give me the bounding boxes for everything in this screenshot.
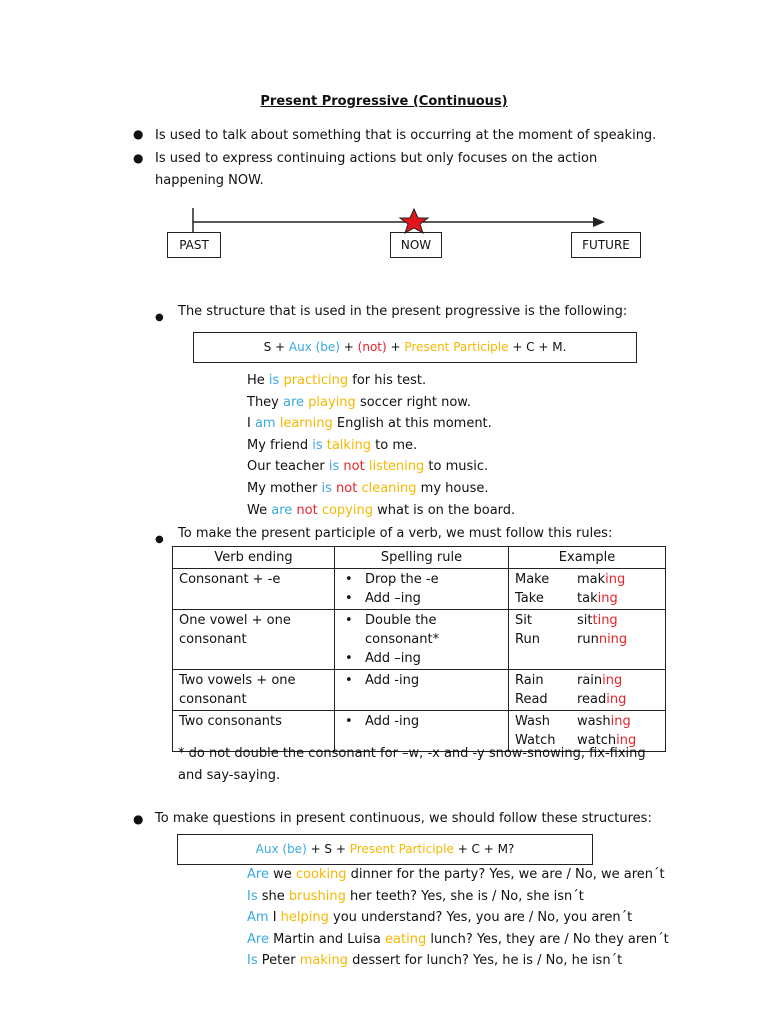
page-title: Present Progressive (Continuous): [260, 94, 508, 109]
example-sentence: We are not copying what is on the board.: [247, 502, 516, 518]
formula-aux: Aux (be): [288, 340, 340, 354]
spelling-rule-cell: • Double the consonant* • Add –ing: [335, 610, 509, 670]
example-cell: Sit sit ting Run run ning: [509, 610, 666, 670]
example-sentence: He is practicing for his test.: [247, 373, 427, 388]
table-header: Example: [509, 547, 666, 569]
footnote: * do not double the consonant for –w, -x and -y snow-snowing, fix-fixing and say-saying.: [178, 746, 646, 783]
table-row: [173, 569, 666, 610]
timeline-past-label: PAST: [167, 232, 221, 258]
example-sentence: My friend is talking to me.: [247, 437, 418, 453]
verb-ending-cell: Two consonants: [173, 711, 335, 752]
verb-ending-cell: Two vowels + one consonant: [173, 670, 335, 711]
formula-aux: Aux (be): [255, 842, 307, 856]
intro-bullet-2: Is used to express continuing actions but only focuses on the action happening NOW.: [155, 151, 598, 188]
bullet-dot: ●: [133, 151, 144, 165]
formula-participle: Present Participle: [404, 340, 509, 354]
example-sentence: I am learning English at this moment.: [247, 416, 492, 432]
bullet-dot: ●: [155, 312, 164, 323]
formula-subject: S +: [263, 340, 289, 354]
formula-participle: Present Participle: [349, 842, 454, 856]
table-header: Spelling rule: [335, 547, 509, 569]
bullet-dot: ●: [133, 812, 144, 826]
timeline-now-label: NOW: [390, 232, 442, 258]
example-sentences: [247, 370, 515, 521]
example-cell: Rain rain ing Read read ing: [509, 670, 666, 711]
table-header-row: [173, 547, 666, 569]
example-sentence: My mother is not cleaning my house.: [247, 480, 489, 496]
table-row: [173, 610, 666, 670]
spelling-rule-cell: • Drop the -e • Add –ing: [335, 569, 509, 610]
question-sentence: Are we cooking dinner for the party? Yes, we are / No, we aren´t: [247, 867, 665, 882]
structure-intro: The structure that is used in the present progressive is the following:: [178, 304, 628, 319]
timeline-arrow: [185, 202, 610, 234]
spelling-rule-cell: • Add -ing: [335, 670, 509, 711]
participle-intro: To make the present participle of a verb, we must follow this rules:: [178, 526, 613, 541]
bullet-dot: ●: [155, 534, 164, 545]
formula-not: (not): [357, 340, 387, 354]
question-sentence: Is she brushing her teeth? Yes, she is / No, she isn´t: [247, 888, 584, 904]
question-sentence: Is Peter making dessert for lunch? Yes, he is / No, he isn´t: [247, 953, 623, 969]
example-sentence: Our teacher is not listening to music.: [247, 459, 489, 475]
question-sentence: Am I helping you understand? Yes, you are / No, you aren´t: [247, 910, 633, 926]
now-star-icon: [400, 209, 428, 233]
verb-ending-cell: One vowel + one consonant: [173, 610, 335, 670]
question-sentence: Are Martin and Luisa eating lunch? Yes, they are / No they aren´t: [247, 931, 669, 947]
example-cell: Make mak ing Take tak ing: [509, 569, 666, 610]
question-formula-box: Aux (be) + S + Present Participle + C + M?: [177, 834, 593, 865]
example-sentence: They are playing soccer right now.: [247, 394, 471, 410]
spelling-rules-table: [172, 546, 666, 752]
bullet-dot: ●: [133, 127, 144, 141]
question-examples: [247, 864, 669, 972]
intro-bullet-1: Is used to talk about something that is occurring at the moment of speaking.: [155, 128, 657, 143]
table-header: Verb ending: [173, 547, 335, 569]
verb-ending-cell: Consonant + -e: [173, 569, 335, 610]
timeline-future-label: FUTURE: [571, 232, 641, 258]
example-cell: Wash wash ing Watch watch ing: [509, 711, 666, 752]
spelling-rule-cell: • Add -ing: [335, 711, 509, 752]
formula-box: S + Aux (be) + (not) + Present Participle + C + M.: [193, 332, 637, 363]
table-row: [173, 670, 666, 711]
questions-intro: To make questions in present continuous, we should follow these structures:: [155, 811, 652, 826]
